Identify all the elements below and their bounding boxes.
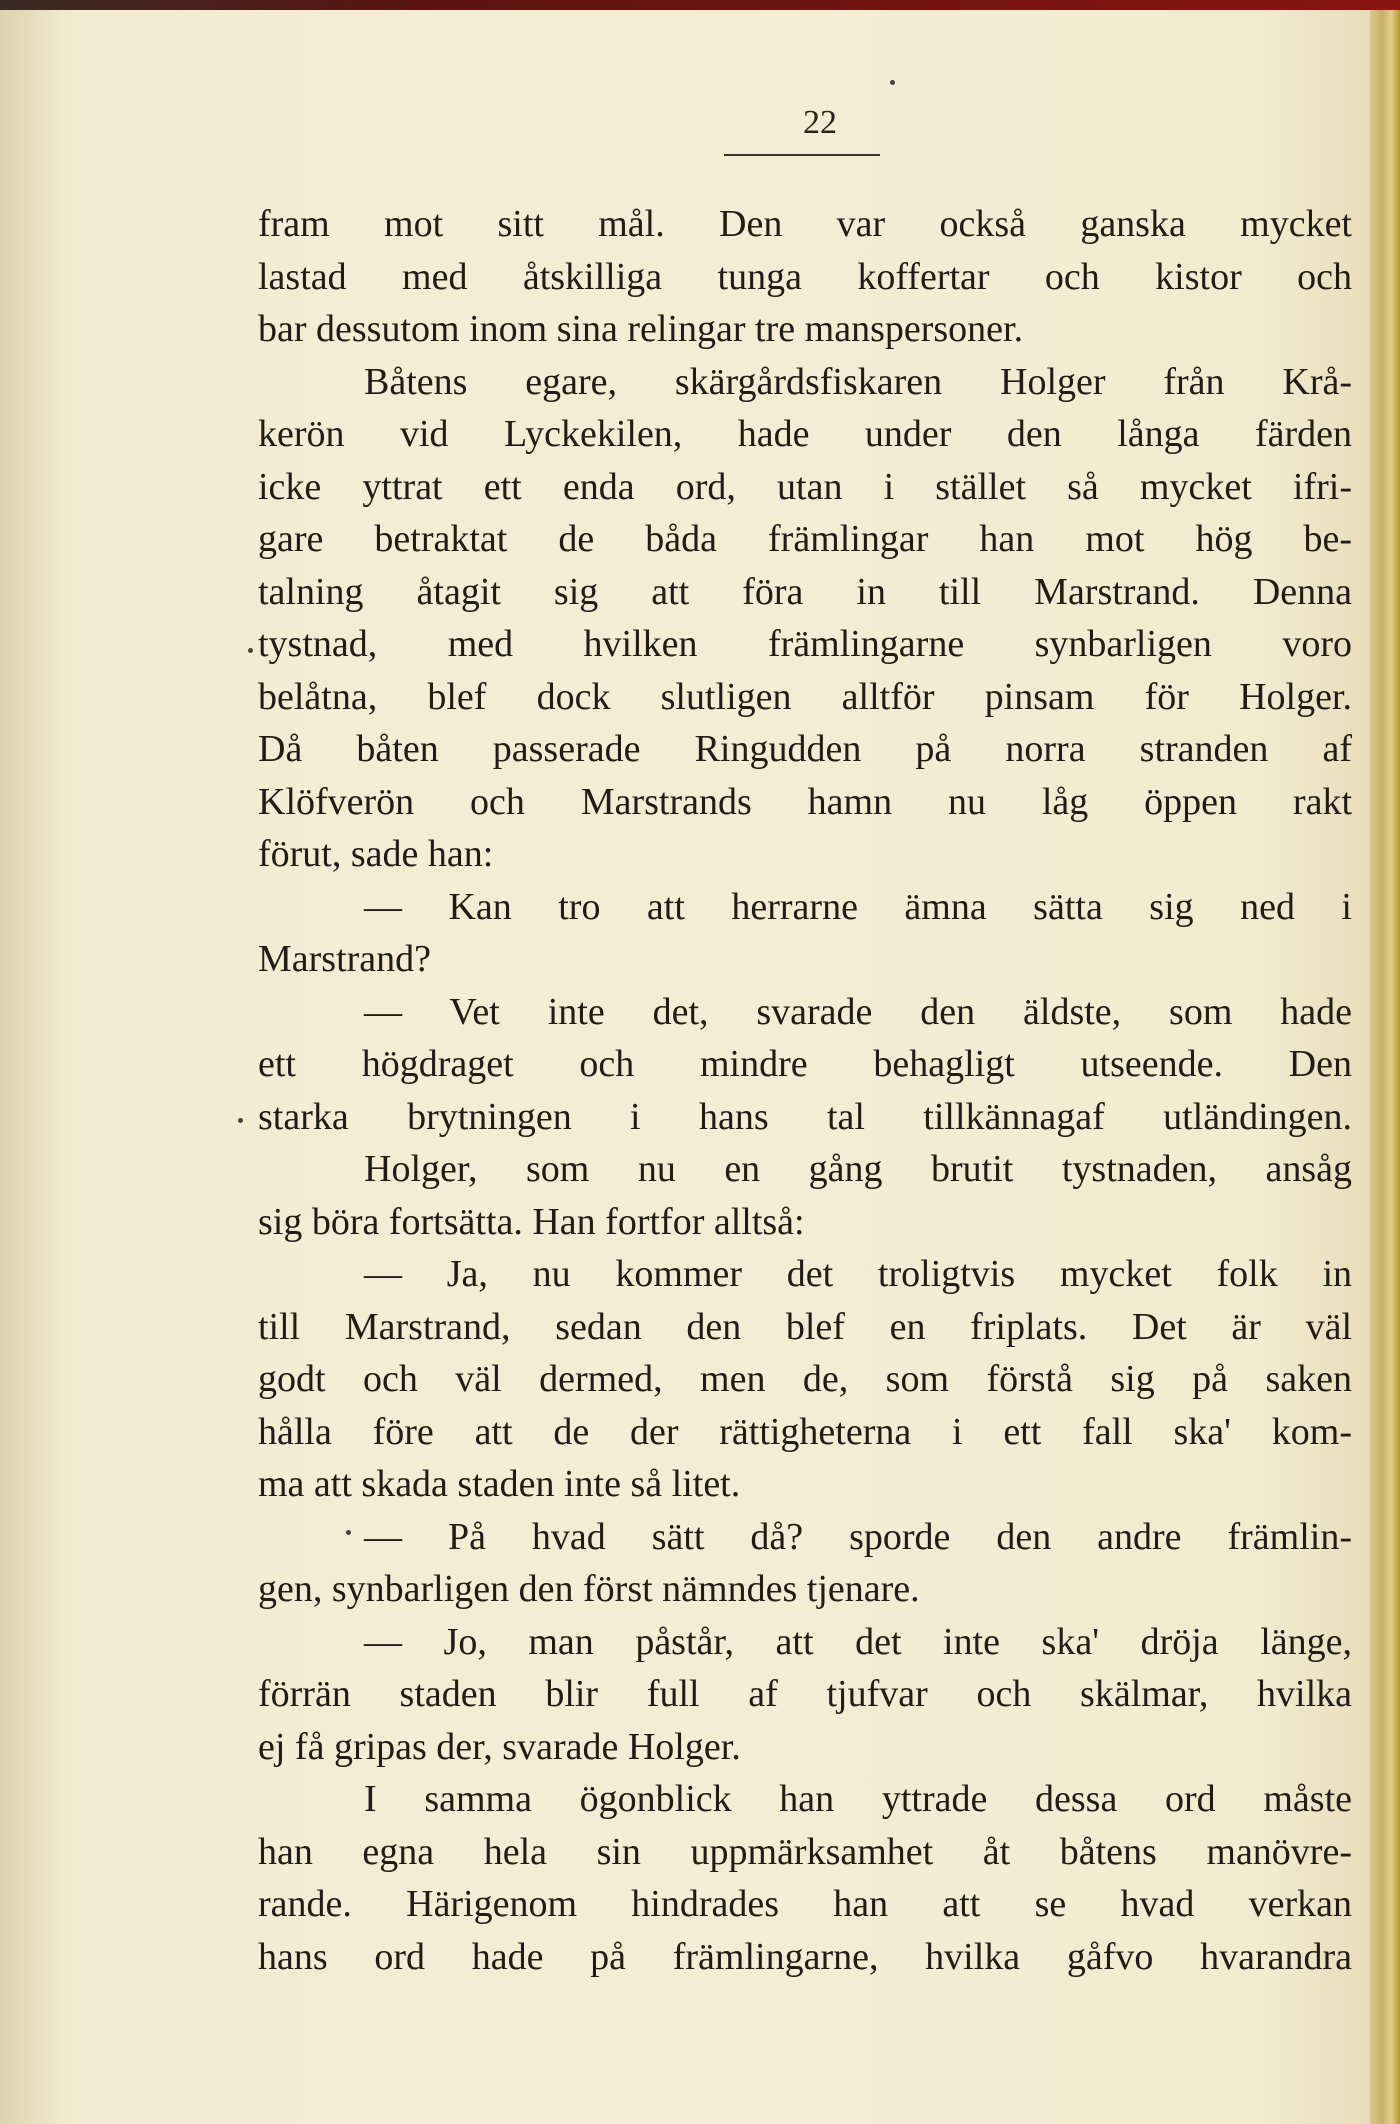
text-line: tystnad, med hvilken främlingarne synbarligen voro <box>258 623 1352 665</box>
text-line: Marstrand? <box>258 938 432 980</box>
margin-speck <box>890 80 895 85</box>
margin-speck <box>238 1118 243 1123</box>
page-number-rule <box>724 154 880 156</box>
text-line: lastad med åtskilliga tunga koffertar och kistor och <box>258 255 1352 298</box>
text-line: ej få gripas der, svarade Holger. <box>258 1725 741 1768</box>
text-line: — Jo, man påstår, att det inte ska' dröja länge, <box>364 1620 1352 1663</box>
text-line: I samma ögonblick han yttrade dessa ord måste <box>364 1778 1352 1820</box>
text-line: sig böra fortsätta. Han fortfor alltså: <box>258 1200 805 1243</box>
page-stack-edge <box>1370 10 1400 2124</box>
text-line: fram mot sitt mål. Den var också ganska mycket <box>258 203 1352 245</box>
page-gutter-shadow <box>0 10 70 2124</box>
text-line: — Ja, nu kommer det troligtvis mycket folk in <box>364 1253 1352 1295</box>
text-line: — Vet inte det, svarade den äldste, som hade <box>364 990 1352 1033</box>
text-line: talning åtagit sig att föra in till Marstrand. Denna <box>258 570 1352 613</box>
text-line: — På hvad sätt då? sporde den andre främlin- <box>364 1515 1352 1558</box>
text-line: Båtens egare, skärgårdsfiskaren Holger från Krå- <box>364 360 1352 403</box>
text-line: gare betraktat de båda främlingar han mot hög be- <box>258 518 1352 560</box>
margin-speck <box>248 648 253 653</box>
body-text <box>258 198 1352 1983</box>
text-line: starka brytningen i hans tal tillkännagaf utländingen. <box>258 1095 1352 1138</box>
text-line: han egna hela sin uppmärksamhet åt båtens manövre- <box>258 1830 1352 1873</box>
text-line: kerön vid Lyckekilen, hade under den långa färden <box>258 413 1352 455</box>
text-line: belåtna, blef dock slutligen alltför pinsam för Holger. <box>258 675 1352 718</box>
text-line: Klöfverön och Marstrands hamn nu låg öppen rakt <box>258 780 1352 823</box>
text-line: till Marstrand, sedan den blef en friplats. Det är väl <box>258 1305 1352 1348</box>
text-line: icke yttrat ett enda ord, utan i stället så mycket ifri- <box>258 465 1352 508</box>
page-number: 22 <box>803 104 837 141</box>
text-line: förut, sade han: <box>258 833 494 875</box>
text-line: Då båten passerade Ringudden på norra stranden af <box>258 728 1352 770</box>
text-line: Holger, som nu en gång brutit tystnaden, ansåg <box>364 1148 1352 1190</box>
text-line: godt och väl dermed, men de, som förstå sig på saken <box>258 1358 1352 1400</box>
text-line: hans ord hade på främlingarne, hvilka gåfvo hvarandra <box>258 1935 1352 1978</box>
text-line: — Kan tro att herrarne ämna sätta sig ned i <box>364 885 1352 928</box>
text-line: ma att skada staden inte så litet. <box>258 1463 741 1505</box>
text-line: förrän staden blir full af tjufvar och skälmar, hvilka <box>258 1673 1352 1715</box>
text-line: gen, synbarligen den först nämndes tjenare. <box>258 1568 920 1610</box>
text-line: hålla före att de der rättigheterna i ett fall ska' kom- <box>258 1410 1352 1453</box>
text-line: rande. Härigenom hindrades han att se hvad verkan <box>258 1883 1352 1925</box>
text-line: bar dessutom inom sina relingar tre manspersoner. <box>258 308 1024 350</box>
text-line: ett högdraget och mindre behagligt utseende. Den <box>258 1043 1352 1085</box>
